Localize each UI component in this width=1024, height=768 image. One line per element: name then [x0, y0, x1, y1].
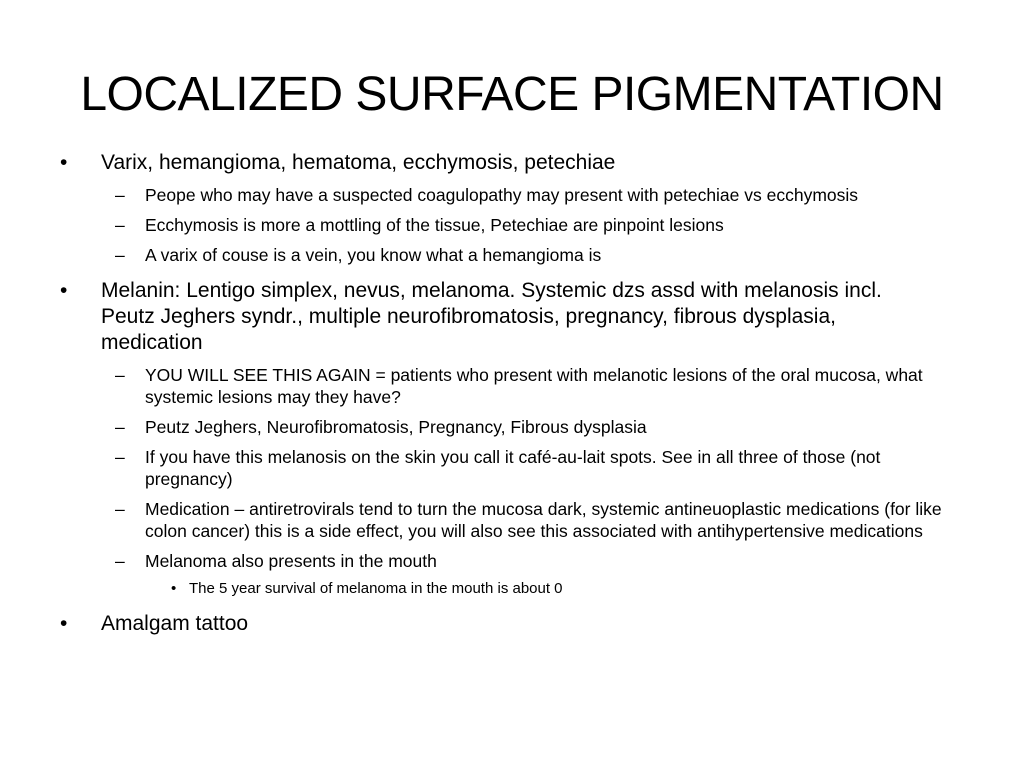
bullet-text: Peutz Jeghers, Neurofibromatosis, Pregnancy, Fibrous dysplasia [145, 417, 647, 437]
bullet-dash-icon: – [115, 447, 125, 467]
bullet-item-level2 [0, 364, 960, 408]
bullet-dot-icon: • [60, 151, 68, 174]
bullet-dash-icon: – [115, 185, 125, 205]
bullet-text: If you have this melanosis on the skin you call it café-au-lait spots. See in all three of those (not pregnancy) [145, 447, 881, 489]
bullet-item-level1 [0, 611, 901, 637]
slide-body [0, 146, 1024, 637]
bullet-text: Ecchymosis is more a mottling of the tissue, Petechiae are pinpoint lesions [145, 215, 724, 235]
bullet-text: Medication – antiretrovirals tend to turn the mucosa dark, systemic antineuoplastic medications (for like colon cancer) this is a side effect, you will also see this associated with antihypertensive medications [145, 499, 942, 541]
bullet-item-level2 [0, 184, 960, 206]
bullet-item-level2 [0, 244, 960, 266]
bullet-item-level3 [0, 579, 969, 599]
bullet-dash-icon: – [115, 551, 125, 571]
bullet-item-level2 [0, 214, 960, 236]
bullet-text: A varix of couse is a vein, you know what a hemangioma is [145, 245, 602, 265]
bullet-dot-icon: • [60, 612, 68, 635]
bullet-dash-icon: – [115, 365, 125, 385]
bullet-dot-icon: • [171, 580, 177, 597]
bullet-dash-icon: – [115, 215, 125, 235]
bullet-text: Amalgam tattoo [101, 612, 249, 635]
bullet-text: Melanoma also presents in the mouth [145, 551, 437, 571]
bullet-item-level2 [0, 550, 960, 572]
bullet-text: Melanin: Lentigo simplex, nevus, melanoma. Systemic dzs assd with melanosis incl. Peutz Jeghers syndr., multiple neurofibromatosis, pregnancy, fibrous dysplasia, medication [101, 279, 882, 354]
bullet-item-level1 [0, 278, 901, 356]
bullet-text: Varix, hemangioma, hematoma, ecchymosis, petechiae [101, 151, 616, 174]
bullet-dot-icon: • [60, 279, 68, 302]
bullet-dash-icon: – [115, 245, 125, 265]
bullet-item-level2 [0, 416, 960, 438]
bullet-text: The 5 year survival of melanoma in the mouth is about 0 [189, 580, 563, 597]
slide-title: LOCALIZED SURFACE PIGMENTATION [80, 68, 944, 121]
bullet-item-level1 [0, 150, 901, 176]
bullet-dash-icon: – [115, 417, 125, 437]
bullet-item-level2 [0, 498, 960, 542]
bullet-text: Peope who may have a suspected coagulopathy may present with petechiae vs ecchymosis [145, 185, 859, 205]
bullet-item-level2 [0, 446, 960, 490]
bullet-dash-icon: – [115, 499, 125, 519]
bullet-text: YOU WILL SEE THIS AGAIN = patients who present with melanotic lesions of the oral mucosa, what systemic lesions may they have? [145, 365, 923, 407]
